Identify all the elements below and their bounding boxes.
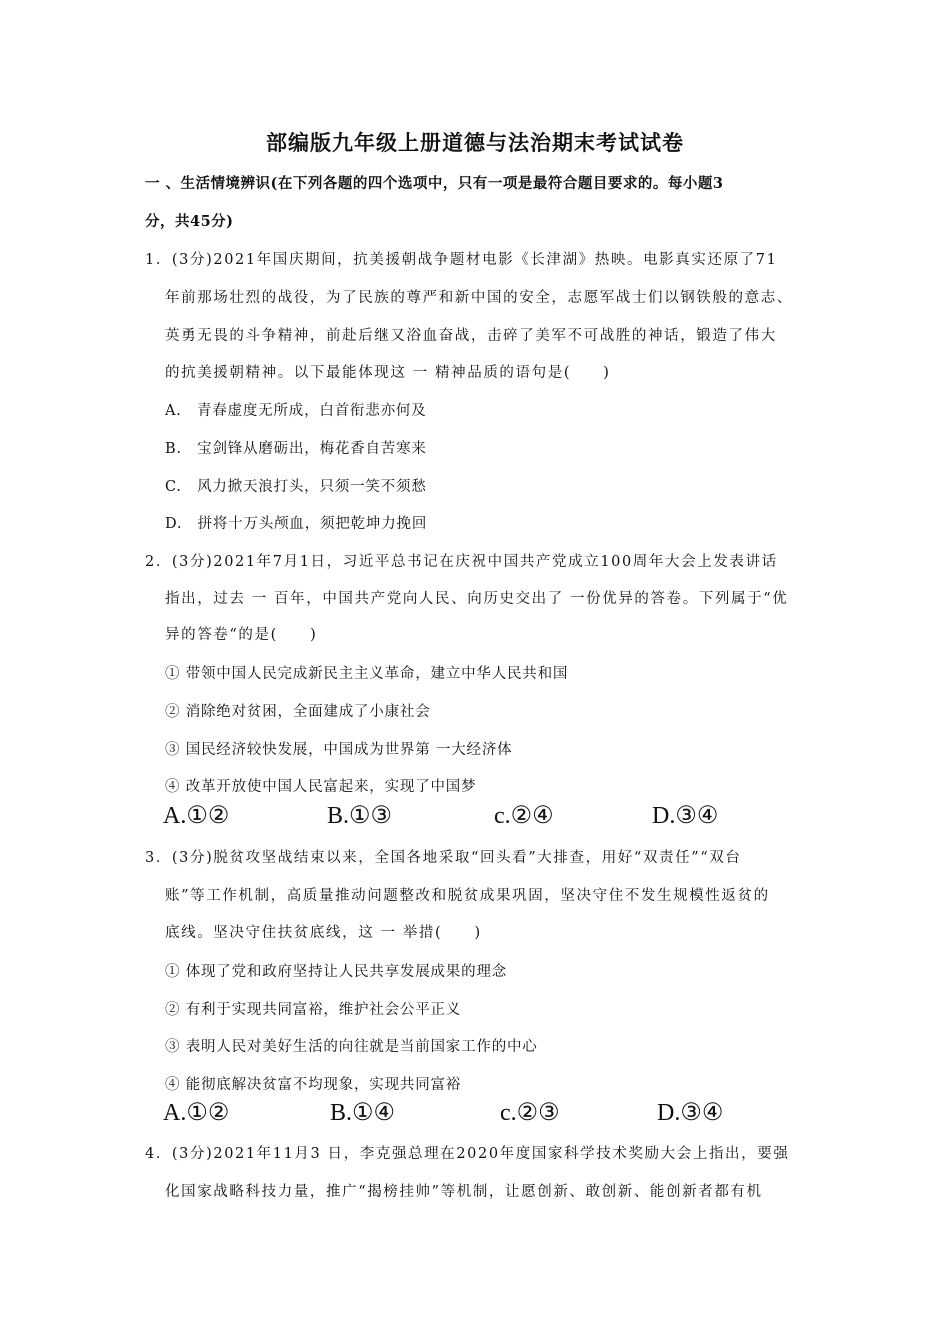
- q1-stem-line-4: 的抗美援朝精神。以下最能体现这 一 精神品质的语句是( ): [165, 365, 611, 381]
- q2-stem-line-3: 异的答卷“的是( ): [165, 627, 318, 643]
- q1-stem-line-1: 1．(3分)2021年国庆期间，抗美援朝战争题材电影《长津湖》热映。电影真实还原了71: [145, 252, 778, 268]
- q1-stem-line-2: 年前那场壮烈的战役，为了民族的尊严和新中国的安全，志愿军战士们以钢铁般的意志、: [165, 290, 793, 306]
- page-title: 部编版九年级上册道德与法治期末考试试卷: [266, 130, 684, 155]
- q2-statement-2: ② 消除绝对贫困，全面建成了小康社会: [165, 704, 431, 720]
- q2-choice-c: c.②④: [494, 803, 554, 829]
- q3-choice-b: B.①④: [330, 1100, 396, 1126]
- q1-option-d: D. 拼将十万头颅血，须把乾坤力挽回: [165, 516, 428, 532]
- q2-stem-line-1: 2．(3分)2021年7月1日，习近平总书记在庆祝中国共产党成立100周年大会上发表讲话: [145, 554, 778, 570]
- q3-statement-4: ④ 能彻底解决贫富不均现象，实现共同富裕: [165, 1077, 462, 1093]
- q1-option-b: B. 宝剑锋从磨砺出，梅花香自苦寒来: [165, 441, 427, 457]
- q2-choice-d: D.③④: [652, 803, 719, 829]
- q3-statement-2: ② 有利于实现共同富裕，维护社会公平正义: [165, 1002, 462, 1018]
- q1-option-a: A. 青春虚度无所成，白首衔悲亦何及: [165, 403, 427, 419]
- q2-stem-line-2: 指出，过去 一 百年，中国共产党向人民、向历史交出了 一份优异的答卷。下列属于“优: [165, 591, 789, 607]
- q4-stem-line-2: 化国家战略科技力量，推广“揭榜挂帅”等机制，让愿创新、敢创新、能创新者都有机: [165, 1184, 763, 1200]
- q3-choice-d: D.③④: [657, 1100, 724, 1126]
- q3-stem-line-3: 底线。坚决守住扶贫底线，这 一 举措( ): [165, 925, 482, 941]
- section-heading-line-1: 一 、生活情境辨识(在下列各题的四个选项中，只有一项是最符合题目要求的。每小题3: [145, 175, 724, 192]
- q1-option-c: C. 风力掀天浪打头，只须一笑不须愁: [165, 479, 427, 495]
- q3-statement-1: ① 体现了党和政府坚持让人民共享发展成果的理念: [165, 964, 508, 980]
- q2-choice-a: A.①②: [163, 803, 230, 829]
- q2-statement-3: ③ 国民经济较快发展，中国成为世界第 一大经济体: [165, 742, 513, 758]
- q3-stem-line-2: 账”等工作机制，高质量推动问题整改和脱贫成果巩固，坚决守住不发生规模性返贫的: [165, 888, 770, 904]
- q3-choice-c: c.②③: [500, 1100, 560, 1126]
- section-heading-line-2: 分，共45分): [145, 213, 234, 230]
- q2-choice-b: B.①③: [327, 803, 393, 829]
- q3-statement-3: ③ 表明人民对美好生活的向往就是当前国家工作的中心: [165, 1039, 538, 1055]
- q3-stem-line-1: 3．(3分)脱贫攻坚战结束以来，全国各地采取“回头看”大排查，用好“双责任”“双台: [145, 850, 742, 866]
- q3-choice-a: A.①②: [163, 1100, 230, 1126]
- q2-statement-1: ① 带领中国人民完成新民主主义革命，建立中华人民共和国: [165, 666, 569, 682]
- q2-statement-4: ④ 改革开放使中国人民富起来，实现了中国梦: [165, 779, 477, 795]
- q1-stem-line-3: 英勇无畏的斗争精神，前赴后继又浴血奋战，击碎了美军不可战胜的神话，锻造了伟大: [165, 328, 777, 344]
- q4-stem-line-1: 4．(3分)2021年11月3 日，李克强总理在2020年度国家科学技术奖励大会上指出，要强: [145, 1146, 790, 1162]
